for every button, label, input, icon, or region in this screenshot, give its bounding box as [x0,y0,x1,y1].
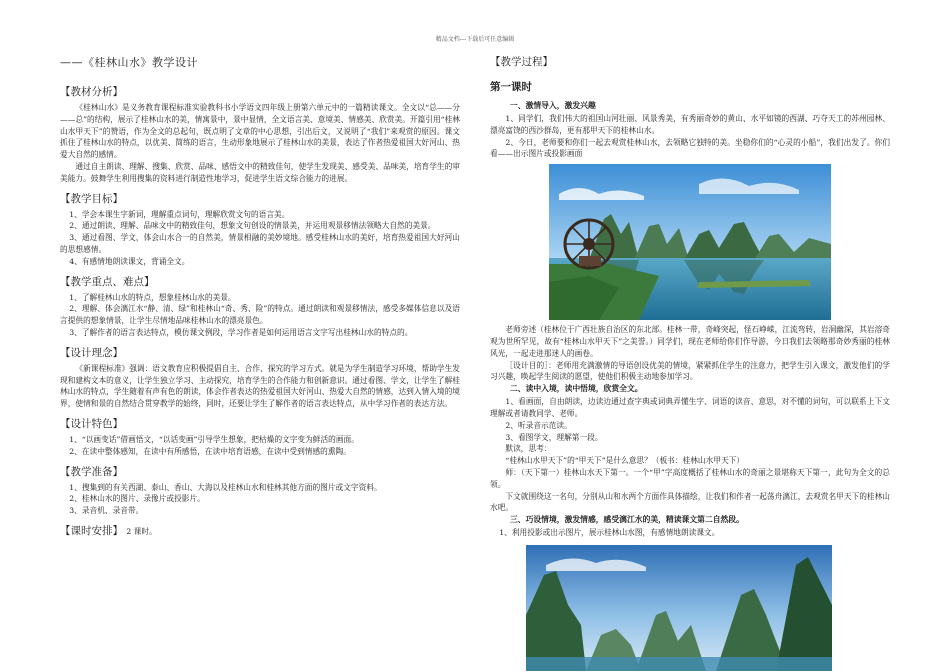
design-purpose-paragraph: ［设计目的］：老师用充满激情的导语创设优美的情境，紧紧抓住学生的注意力，把学生引入课文，激发他们的学习兴趣，唤起学生阅读的愿望，使他们积极主动地参加学习。 [490,360,890,382]
section-process-heading: 【教学过程】 [490,56,553,68]
document-title: ——《桂林山水》教学设计 [60,56,198,69]
section-schedule [60,523,460,538]
prep-item: 1、搜集到的有关西湖、泰山、香山、大海以及桂林山水和桂林其他方面的图片或文字资料。 [69,482,382,492]
step1-title: 一、激情导入，激发兴趣 [510,101,596,110]
feature-item: 1、“以画变话”借画悟文，“以话变画”引导学生想象，把枯燥的文字变为鲜活的画面。 [69,434,359,444]
analysis-paragraph: 《桂林山水》是义务教育课程标准实验教科书小学语文四年级上册第六单元中的一篇精读课文。全文以“总——分——总”的结构，展示了桂林山水的美，情寓景中，景中显情，全文语言美、意境美、情感美、欣赏美。开篇引用“桂林山水甲天下”的赞语，作为全文的总起句，既点明了文章的中心思想，引出后文，又说明了“我们”来观赏的原因。课文抓住了桂林山水的特点，以优美、简练的语言，生动形象地展示了桂林山水的美景，表达了作者热爱祖国大好河山、热爱大自然的感情。 [60,103,460,160]
feature-item: 2、在读中整体感知，在读中有所感悟，在读中培育语感，在读中受到情感的熏陶。 [69,446,351,456]
schedule-heading: 【课时安排】 [60,524,123,537]
step2-paragraph: “桂林山水甲天下”的“甲天下”是什么意思？（板书：桂林山水甲天下） [505,456,745,466]
keypoint-item: 2、理解、体会漓江水“静、清、绿”和桂林山“奇、秀、险”的特点。通过朗读和观景移情法，感受多媒体信息以及语言提供的想象情景，让学生尽情地品味桂林山水的漂亮景色。 [60,304,460,326]
goal-item: 1、学会本课生字新词，理解重点词句，理解欣赏文句的语言美。 [69,209,290,219]
keypoint-item: 1、了解桂林山水的特点，想象桂林山水的美景。 [69,292,236,302]
section-prep-heading: 【教学准备】 [60,465,123,478]
step2-paragraph: 1、看画面，自由朗读，边读边通过查字典或词典弄懂生字、词语的读音、意思，对不懂的词句，可以联系上下文理解或者请教同学、老师。 [490,397,890,418]
guilin-landscape-photo-waterwheel [549,164,831,320]
step2-paragraph: 下文就围绕这一名句，分别从山和水两个方面作具体描绘，让我们和作者一起荡舟漓江，去观赏名甲天下的桂林山水吧。 [490,491,890,513]
step2-paragraph: 默读，思考： [505,444,552,454]
concept-paragraph: 《新课程标准》强调：语文教育应积极提倡自主、合作、探究的学习方式。就是为学生制造学习环境，帮助学生发现和建构文本的意义，让学生独立学习、主动探究，培育学生的合作能力和创新意识。通过看图、学文，让学生了解桂林山水的特点，学生随着有声有色的朗读，体会作者表达的热爱祖国大好河山、热爱大自然的情感，达到入情入境的境界，使情和景的自然结合贯穿教学的始终，同时，还要让学生了解作者的语言表达特点，从中学习作者的表达方法。 [60,363,460,409]
goal-item: 3、通过看图、学文，体会山水合一的自然美，情景相融的美妙境地。感受桂林山水的美好，培育热爱祖国大好河山的思想感情。 [60,233,460,254]
step2-title: 二、读中入境，读中悟境，欣赏全文。 [510,384,643,394]
section-analysis-heading: 【教材分析】 [60,86,123,98]
prep-item: 2、桂林山水的图片、录像片或投影片。 [69,494,205,504]
step1-paragraph: 2、今日，老师要和你们一起去观赏桂林山水，去领略它独特的美。坐稳你们的“心灵的小船”，我们出发了。你们看——出示图片或投影画面 [490,137,890,159]
section-features-heading: 【设计特色】 [60,417,123,430]
right-column [490,54,890,671]
section-keypoints-heading: 【教学重点、难点】 [60,275,155,288]
step2-paragraph: 师：（天下第一）桂林山水天下第一。一个“甲”字高度概括了桂林山水的奇丽之景堪称天下第一，此句为全文的总领。 [490,467,890,489]
schedule-value: 2 课时。 [126,526,157,536]
guilin-landscape-photo-karst-peaks [526,545,832,671]
left-column [60,54,460,541]
section-concept-heading: 【设计理念】 [60,346,123,359]
lesson-heading: 第一课时 [490,81,532,93]
step2-paragraph: 2、听录音示范读。 [505,420,572,430]
header-watermark: 精品文档---下载后可任意编辑 [435,36,515,43]
step3-title: 三、巧设情境，激发情感，感受漓江水的美，精读课文第二自然段。 [510,515,744,525]
analysis-paragraph: 通过自主朗读、理解、搜集、欣赏、品味、感悟文中的精致佳句，使学生发现美、感受美、品味美，培育学生的审美能力。鼓舞学生利用搜集的资料进行制造性地学习，促进学生语文综合能力的进展。 [60,161,460,183]
narration-paragraph: 老师旁述（桂林位于广西壮族自治区的东北部。桂林一带，奇峰突起，怪石峥嵘，江流弯转，岩洞幽深，其岩溶奇观为世所罕见，故有“桂林山水甲天下”之美誉。）同学们，现在老师给你们作导游，今日我们去领略那奇妙秀丽的桂林风光，一起走进那迷人的画卷。 [490,325,890,358]
keypoint-item: 3、了解作者的语言表达特点，模仿课文例段，学习作者是如何运用语言文字写出桂林山水的特点的。 [69,327,413,337]
step2-paragraph: 3、看图学文，理解第一段。 [505,432,603,442]
step1-paragraph: 1、同学们，我们伟大的祖国山河壮丽、风景秀美，有秀丽奇妙的黄山、水平如镜的西湖、巧夺天工的苏州园林、漂亮富饶的西沙群岛，更有那甲天下的桂林山水。 [490,114,890,135]
section-goals-heading: 【教学目标】 [60,192,123,205]
prep-item: 3、录音机、录音带。 [69,506,144,516]
goal-item: 2、通过朗读、理解、品味文中的精致佳句，想象文句创设的情景美，并运用观景移情法领略大自然的美景。 [69,221,436,231]
step3-paragraph: 1、利用投影或出示图片，展示桂林山水图，有感情地朗读课文。 [499,528,720,538]
goal-item: 4、有感情地朗读课文，背诵全文。 [69,256,190,266]
